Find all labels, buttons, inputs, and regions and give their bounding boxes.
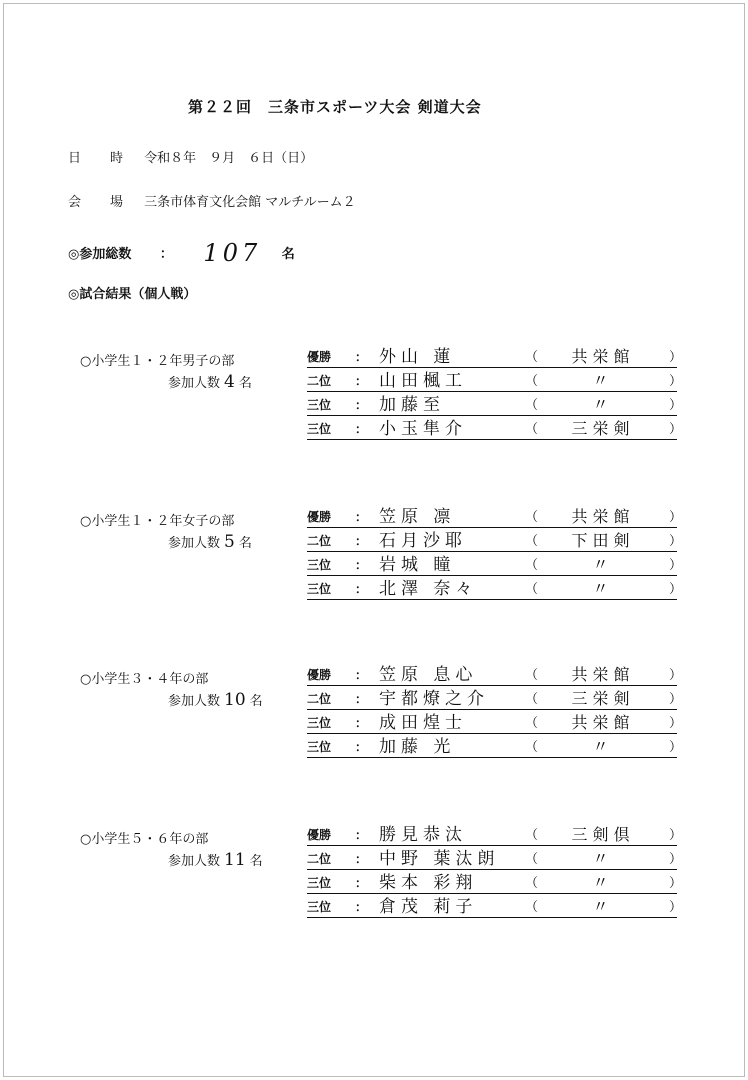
player-name: 加藤至 — [379, 395, 445, 415]
result-row — [307, 576, 683, 600]
rank-label: 優勝 — [307, 828, 332, 842]
result-row — [307, 822, 683, 846]
rank-label: 三位 — [307, 582, 332, 596]
rank-colon: ： — [355, 828, 368, 842]
result-row — [307, 686, 683, 710]
club-open-paren: （ — [525, 558, 539, 573]
club-open-paren: （ — [525, 534, 539, 549]
rank-colon: ： — [355, 716, 368, 730]
participant-count-label: 参加人数 — [168, 854, 221, 869]
club-close-paren: ） — [669, 740, 683, 755]
rank-label: 三位 — [307, 716, 332, 730]
results-table — [307, 504, 683, 600]
club-name: 三栄剣 — [571, 689, 635, 708]
club-close-paren: ） — [669, 510, 683, 525]
rank-colon: ： — [355, 374, 368, 388]
club-close-paren: ） — [669, 876, 683, 891]
participant-count — [168, 690, 263, 710]
rank-label: 三位 — [307, 900, 332, 914]
date-label: 日 時 — [68, 151, 132, 166]
rank-label: 優勝 — [307, 668, 332, 682]
club-close-paren: ） — [669, 534, 683, 549]
participant-count-unit: 名 — [238, 536, 252, 551]
club-name: 三栄剣 — [571, 419, 635, 438]
player-name: 小玉隼介 — [379, 419, 467, 439]
result-row — [307, 368, 683, 392]
participant-count-unit: 名 — [249, 854, 263, 869]
date-line — [68, 147, 313, 166]
total-line — [68, 236, 295, 267]
participant-count-number: 4 — [224, 372, 235, 392]
club-close-paren: ） — [669, 668, 683, 683]
club-open-paren: （ — [525, 350, 539, 365]
club-close-paren: ） — [669, 374, 683, 389]
club-name: 共栄館 — [571, 713, 635, 732]
club-name: 下田剣 — [571, 531, 635, 550]
result-row — [307, 416, 683, 440]
club-open-paren: （ — [525, 510, 539, 525]
participant-count — [168, 850, 263, 870]
result-row — [307, 552, 683, 576]
rank-label: 三位 — [307, 876, 332, 890]
player-name: 中野 葉汰朗 — [379, 849, 500, 869]
club-open-paren: （ — [525, 422, 539, 437]
rank-label: 二位 — [307, 534, 332, 548]
club-name: 共栄館 — [571, 665, 635, 684]
club-open-paren: （ — [525, 582, 539, 597]
category-name: ○小学生１・２年女子の部 — [80, 514, 235, 529]
club-name: 〃 — [592, 873, 614, 892]
result-row — [307, 528, 683, 552]
club-close-paren: ） — [669, 716, 683, 731]
rank-colon: ： — [355, 668, 368, 682]
category-block — [80, 828, 263, 870]
club-name: 〃 — [592, 579, 614, 598]
rank-label: 三位 — [307, 558, 332, 572]
club-open-paren: （ — [525, 852, 539, 867]
participant-count-label: 参加人数 — [168, 536, 221, 551]
club-close-paren: ） — [669, 828, 683, 843]
rank-colon: ： — [355, 510, 368, 524]
result-row — [307, 662, 683, 686]
participant-count-number: 10 — [224, 690, 246, 710]
club-name: 共栄館 — [571, 347, 635, 366]
rank-label: 優勝 — [307, 510, 332, 524]
club-close-paren: ） — [669, 350, 683, 365]
player-name: 倉茂 莉子 — [379, 897, 478, 917]
player-name: 山田楓工 — [379, 371, 467, 391]
rank-colon: ： — [355, 876, 368, 890]
results-table — [307, 822, 683, 918]
rank-label: 優勝 — [307, 350, 332, 364]
player-name: 加藤 光 — [379, 737, 456, 757]
club-name: 〃 — [592, 897, 614, 916]
player-name: 笠原 息心 — [379, 665, 478, 685]
rank-label: 二位 — [307, 374, 332, 388]
rank-colon: ： — [355, 558, 368, 572]
participant-count-unit: 名 — [238, 376, 252, 391]
category-block — [80, 350, 252, 392]
club-open-paren: （ — [525, 398, 539, 413]
club-close-paren: ） — [669, 900, 683, 915]
result-row — [307, 344, 683, 368]
player-name: 柴本 彩翔 — [379, 873, 478, 893]
club-name: 〃 — [592, 395, 614, 414]
venue-label: 会 場 — [68, 195, 132, 210]
rank-label: 三位 — [307, 398, 332, 412]
rank-colon: ： — [355, 740, 368, 754]
participant-count — [168, 532, 252, 552]
participant-count — [168, 372, 252, 392]
player-name: 成田煌士 — [379, 713, 467, 733]
player-name: 岩城 瞳 — [379, 555, 456, 575]
rank-colon: ： — [355, 422, 368, 436]
total-colon: ： — [159, 247, 173, 262]
results-table — [307, 662, 683, 758]
club-open-paren: （ — [525, 716, 539, 731]
club-name: 〃 — [592, 737, 614, 756]
result-row — [307, 392, 683, 416]
club-name: 共栄館 — [571, 507, 635, 526]
club-name: 三剣倶 — [571, 825, 635, 844]
rank-label: 三位 — [307, 740, 332, 754]
club-open-paren: （ — [525, 374, 539, 389]
category-name: ○小学生１・２年男子の部 — [80, 354, 235, 369]
participant-count-label: 参加人数 — [168, 376, 221, 391]
results-heading: ◎試合結果（個人戦） — [68, 287, 197, 302]
total-unit: 名 — [281, 247, 295, 262]
club-name: 〃 — [592, 555, 614, 574]
player-name: 勝見恭汰 — [379, 825, 467, 845]
total-number: 107 — [203, 239, 262, 267]
category-block — [80, 510, 252, 552]
club-close-paren: ） — [669, 692, 683, 707]
club-open-paren: （ — [525, 876, 539, 891]
club-close-paren: ） — [669, 422, 683, 437]
participant-count-number: 5 — [224, 532, 235, 552]
result-row — [307, 870, 683, 894]
player-name: 外山 蓮 — [379, 347, 456, 367]
participant-count-number: 11 — [224, 850, 246, 870]
club-close-paren: ） — [669, 852, 683, 867]
rank-colon: ： — [355, 534, 368, 548]
club-close-paren: ） — [669, 558, 683, 573]
rank-label: 二位 — [307, 852, 332, 866]
category-name: ○小学生５・６年の部 — [80, 832, 209, 847]
player-name: 宇都燎之介 — [379, 689, 489, 709]
rank-label: 三位 — [307, 422, 332, 436]
rank-colon: ： — [355, 582, 368, 596]
club-open-paren: （ — [525, 692, 539, 707]
rank-colon: ： — [355, 692, 368, 706]
result-row — [307, 894, 683, 918]
player-name: 北澤 奈々 — [379, 579, 478, 599]
result-row — [307, 846, 683, 870]
participant-count-unit: 名 — [249, 694, 263, 709]
player-name: 笠原 凛 — [379, 507, 456, 527]
result-row — [307, 504, 683, 528]
participant-count-label: 参加人数 — [168, 694, 221, 709]
rank-colon: ： — [355, 900, 368, 914]
category-block — [80, 668, 263, 710]
rank-colon: ： — [355, 398, 368, 412]
date-value: 令和８年 ９月 ６日（日） — [144, 151, 314, 166]
document-title: 第２２回 三条市スポーツ大会 剣道大会 — [188, 98, 482, 116]
club-open-paren: （ — [525, 828, 539, 843]
rank-label: 二位 — [307, 692, 332, 706]
venue-line — [68, 191, 356, 210]
result-row — [307, 710, 683, 734]
rank-colon: ： — [355, 350, 368, 364]
club-name: 〃 — [592, 371, 614, 390]
category-name: ○小学生３・４年の部 — [80, 672, 209, 687]
rank-colon: ： — [355, 852, 368, 866]
total-label: ◎参加総数 — [68, 247, 132, 262]
results-table — [307, 344, 683, 440]
venue-value: 三条市体育文化会館 マルチルーム２ — [144, 195, 356, 210]
club-close-paren: ） — [669, 398, 683, 413]
club-open-paren: （ — [525, 740, 539, 755]
club-name: 〃 — [592, 849, 614, 868]
club-open-paren: （ — [525, 900, 539, 915]
club-close-paren: ） — [669, 582, 683, 597]
club-open-paren: （ — [525, 668, 539, 683]
player-name: 石月沙耶 — [379, 531, 467, 551]
result-row — [307, 734, 683, 758]
